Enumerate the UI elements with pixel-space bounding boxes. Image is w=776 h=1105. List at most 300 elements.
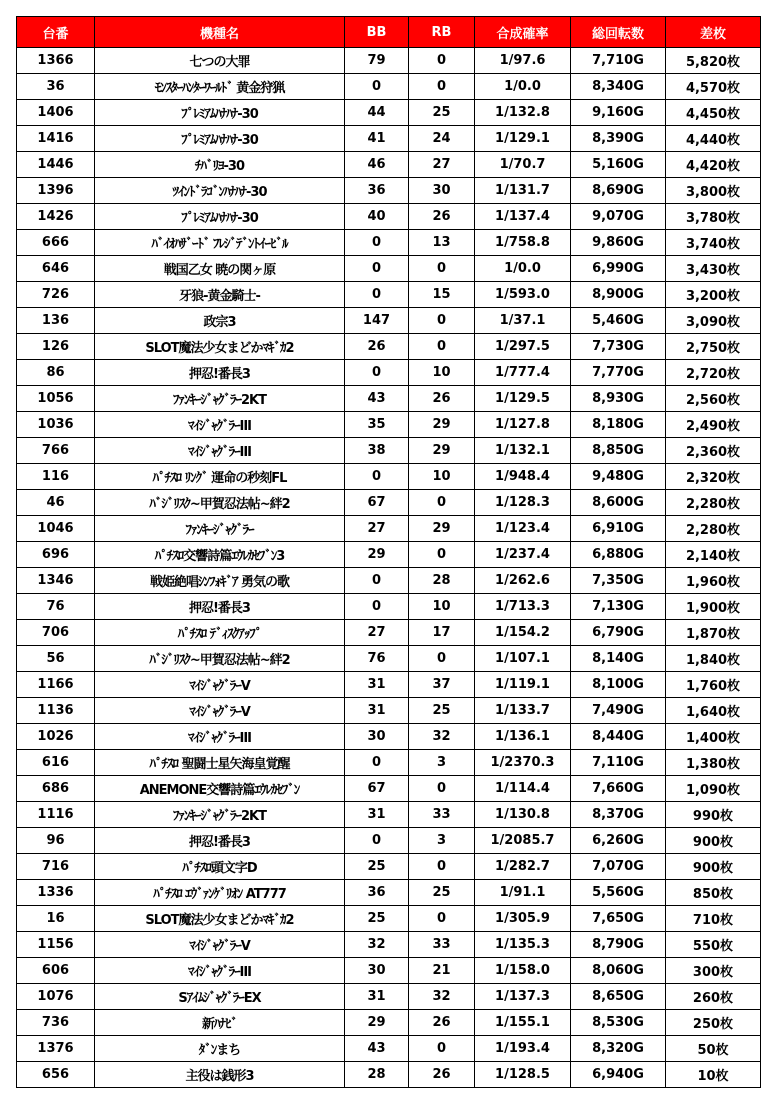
cell-machine-number: 706 [17,620,95,646]
cell-rb: 13 [409,230,475,256]
cell-combined-probability: 1/282.7 [475,854,571,880]
cell-total-spins: 9,160G [571,100,666,126]
cell-total-spins: 8,320G [571,1036,666,1062]
cell-machine-number: 1156 [17,932,95,958]
table-row [17,906,761,932]
cell-rb: 0 [409,490,475,516]
cell-machine-name: ﾌｧﾝｷｰｼﾞｬｸﾞﾗｰ2KT [95,386,345,412]
header-total-spins: 総回転数 [571,17,666,48]
cell-coin-difference: 1,090枚 [666,776,761,802]
cell-machine-number: 1366 [17,48,95,74]
cell-total-spins: 8,900G [571,282,666,308]
cell-total-spins: 6,940G [571,1062,666,1088]
cell-combined-probability: 1/127.8 [475,412,571,438]
cell-machine-name: SLOT魔法少女まどかﾏｷﾞｶ2 [95,334,345,360]
table-row [17,438,761,464]
cell-machine-name: SｱｲﾑｼﾞｬｸﾞﾗｰEX [95,984,345,1010]
table-body [17,48,761,1088]
cell-bb: 25 [345,854,409,880]
cell-rb: 3 [409,750,475,776]
cell-rb: 25 [409,100,475,126]
cell-machine-number: 1136 [17,698,95,724]
cell-bb: 44 [345,100,409,126]
cell-machine-number: 716 [17,854,95,880]
cell-bb: 28 [345,1062,409,1088]
cell-bb: 31 [345,984,409,1010]
cell-rb: 15 [409,282,475,308]
cell-machine-number: 1396 [17,178,95,204]
table-row [17,542,761,568]
cell-bb: 27 [345,620,409,646]
table-row [17,126,761,152]
cell-coin-difference: 250枚 [666,1010,761,1036]
cell-bb: 67 [345,776,409,802]
cell-total-spins: 9,480G [571,464,666,490]
cell-machine-number: 766 [17,438,95,464]
cell-rb: 28 [409,568,475,594]
cell-total-spins: 8,340G [571,74,666,100]
cell-total-spins: 7,660G [571,776,666,802]
table-row [17,204,761,230]
cell-rb: 25 [409,698,475,724]
cell-combined-probability: 1/131.7 [475,178,571,204]
table-row [17,932,761,958]
cell-rb: 29 [409,412,475,438]
cell-rb: 0 [409,906,475,932]
cell-machine-name: 政宗3 [95,308,345,334]
cell-combined-probability: 1/114.4 [475,776,571,802]
cell-machine-number: 1036 [17,412,95,438]
cell-total-spins: 8,180G [571,412,666,438]
cell-coin-difference: 4,420枚 [666,152,761,178]
cell-rb: 3 [409,828,475,854]
cell-total-spins: 8,140G [571,646,666,672]
table-row [17,1036,761,1062]
cell-rb: 33 [409,932,475,958]
cell-coin-difference: 3,200枚 [666,282,761,308]
table-row [17,568,761,594]
cell-total-spins: 8,930G [571,386,666,412]
cell-coin-difference: 1,840枚 [666,646,761,672]
cell-combined-probability: 1/137.3 [475,984,571,1010]
cell-coin-difference: 2,280枚 [666,516,761,542]
cell-rb: 33 [409,802,475,828]
table-row [17,334,761,360]
cell-total-spins: 7,350G [571,568,666,594]
cell-machine-name: 主役は銭形3 [95,1062,345,1088]
cell-combined-probability: 1/130.8 [475,802,571,828]
cell-combined-probability: 1/97.6 [475,48,571,74]
cell-machine-name: ﾏｲｼﾞｬｸﾞﾗｰV [95,932,345,958]
cell-bb: 41 [345,126,409,152]
cell-machine-name: ﾏｲｼﾞｬｸﾞﾗｰIII [95,412,345,438]
cell-bb: 35 [345,412,409,438]
cell-rb: 0 [409,1036,475,1062]
table-row [17,828,761,854]
cell-combined-probability: 1/2370.3 [475,750,571,776]
cell-bb: 0 [345,360,409,386]
cell-machine-name: 戦国乙女 暁の関ヶ原 [95,256,345,282]
cell-total-spins: 7,110G [571,750,666,776]
cell-rb: 27 [409,152,475,178]
cell-coin-difference: 5,820枚 [666,48,761,74]
cell-machine-name: ﾌｧﾝｷｰｼﾞｬｸﾞﾗｰ2KT [95,802,345,828]
cell-bb: 43 [345,1036,409,1062]
cell-combined-probability: 1/297.5 [475,334,571,360]
cell-machine-name: ﾏｲｼﾞｬｸﾞﾗｰV [95,672,345,698]
cell-total-spins: 6,790G [571,620,666,646]
cell-combined-probability: 1/70.7 [475,152,571,178]
table-row [17,100,761,126]
cell-total-spins: 8,600G [571,490,666,516]
cell-total-spins: 8,440G [571,724,666,750]
cell-machine-name: ﾏｲｼﾞｬｸﾞﾗｰIII [95,724,345,750]
cell-machine-name: 七つの大罪 [95,48,345,74]
cell-machine-name: ﾏｲｼﾞｬｸﾞﾗｰV [95,698,345,724]
cell-coin-difference: 3,780枚 [666,204,761,230]
header-coin-difference: 差枚 [666,17,761,48]
cell-total-spins: 8,370G [571,802,666,828]
cell-coin-difference: 260枚 [666,984,761,1010]
table-row [17,854,761,880]
cell-bb: 67 [345,490,409,516]
cell-machine-name: 戦姫絶唱ｼﾝﾌｫｷﾞｱ 勇気の歌 [95,568,345,594]
cell-machine-number: 1426 [17,204,95,230]
cell-bb: 0 [345,74,409,100]
cell-bb: 0 [345,464,409,490]
cell-coin-difference: 2,320枚 [666,464,761,490]
cell-rb: 0 [409,74,475,100]
cell-combined-probability: 1/129.1 [475,126,571,152]
cell-combined-probability: 1/155.1 [475,1010,571,1036]
cell-rb: 32 [409,984,475,1010]
table-row [17,802,761,828]
cell-coin-difference: 850枚 [666,880,761,906]
cell-combined-probability: 1/132.1 [475,438,571,464]
cell-bb: 0 [345,750,409,776]
cell-rb: 24 [409,126,475,152]
cell-machine-name: ﾊﾟﾁｽﾛ頭文字D [95,854,345,880]
cell-rb: 0 [409,256,475,282]
cell-coin-difference: 990枚 [666,802,761,828]
table-row [17,360,761,386]
cell-rb: 0 [409,854,475,880]
cell-combined-probability: 1/133.7 [475,698,571,724]
cell-coin-difference: 1,960枚 [666,568,761,594]
cell-coin-difference: 3,740枚 [666,230,761,256]
cell-machine-name: ﾁﾊﾞﾘﾖ-30 [95,152,345,178]
cell-combined-probability: 1/305.9 [475,906,571,932]
cell-bb: 0 [345,828,409,854]
cell-rb: 0 [409,542,475,568]
table-row [17,1010,761,1036]
cell-rb: 30 [409,178,475,204]
cell-machine-name: ﾌﾟﾚﾐｱﾑﾊﾅﾊﾅ-30 [95,204,345,230]
cell-machine-number: 46 [17,490,95,516]
cell-total-spins: 8,390G [571,126,666,152]
cell-rb: 32 [409,724,475,750]
cell-machine-number: 616 [17,750,95,776]
table-row [17,646,761,672]
table-row [17,880,761,906]
table-row [17,152,761,178]
cell-machine-number: 1336 [17,880,95,906]
cell-machine-name: ANEMONE交響詩篇ｴｳﾚｶｾﾌﾞﾝ [95,776,345,802]
cell-combined-probability: 1/129.5 [475,386,571,412]
cell-machine-name: 新ﾊﾅﾋﾞ [95,1010,345,1036]
cell-total-spins: 8,850G [571,438,666,464]
cell-total-spins: 5,460G [571,308,666,334]
header-rb: RB [409,17,475,48]
results-table [16,16,761,1088]
cell-coin-difference: 50枚 [666,1036,761,1062]
cell-rb: 0 [409,308,475,334]
cell-machine-number: 1116 [17,802,95,828]
cell-machine-name: SLOT魔法少女まどかﾏｷﾞｶ2 [95,906,345,932]
cell-coin-difference: 1,400枚 [666,724,761,750]
table-row [17,74,761,100]
cell-bb: 79 [345,48,409,74]
cell-machine-name: ﾊﾞｼﾞﾘｽｸ~甲賀忍法帖~絆2 [95,646,345,672]
cell-combined-probability: 1/135.3 [475,932,571,958]
table-header [17,17,761,48]
cell-total-spins: 7,650G [571,906,666,932]
cell-bb: 46 [345,152,409,178]
cell-bb: 31 [345,672,409,698]
cell-coin-difference: 1,870枚 [666,620,761,646]
cell-coin-difference: 2,360枚 [666,438,761,464]
table-row [17,178,761,204]
table-row [17,48,761,74]
cell-bb: 147 [345,308,409,334]
cell-rb: 37 [409,672,475,698]
table-row [17,490,761,516]
header-combined-probability: 合成確率 [475,17,571,48]
table-row [17,672,761,698]
cell-combined-probability: 1/593.0 [475,282,571,308]
cell-combined-probability: 1/132.8 [475,100,571,126]
cell-rb: 10 [409,594,475,620]
cell-machine-name: 牙狼-黄金騎士- [95,282,345,308]
cell-machine-number: 1376 [17,1036,95,1062]
cell-total-spins: 8,650G [571,984,666,1010]
table-row [17,282,761,308]
cell-bb: 30 [345,958,409,984]
cell-coin-difference: 900枚 [666,854,761,880]
cell-total-spins: 8,060G [571,958,666,984]
header-bb: BB [345,17,409,48]
cell-rb: 21 [409,958,475,984]
cell-coin-difference: 300枚 [666,958,761,984]
cell-total-spins: 8,790G [571,932,666,958]
table-row [17,594,761,620]
cell-machine-number: 696 [17,542,95,568]
cell-rb: 10 [409,360,475,386]
table-row [17,386,761,412]
cell-combined-probability: 1/154.2 [475,620,571,646]
cell-total-spins: 5,160G [571,152,666,178]
cell-machine-number: 1056 [17,386,95,412]
cell-coin-difference: 710枚 [666,906,761,932]
table-row [17,308,761,334]
cell-coin-difference: 2,720枚 [666,360,761,386]
table-row [17,724,761,750]
cell-machine-number: 76 [17,594,95,620]
cell-combined-probability: 1/2085.7 [475,828,571,854]
cell-bb: 38 [345,438,409,464]
cell-machine-number: 646 [17,256,95,282]
cell-coin-difference: 4,570枚 [666,74,761,100]
cell-machine-name: ﾊﾞｼﾞﾘｽｸ~甲賀忍法帖~絆2 [95,490,345,516]
cell-coin-difference: 550枚 [666,932,761,958]
cell-coin-difference: 2,280枚 [666,490,761,516]
cell-rb: 26 [409,1010,475,1036]
table-row [17,516,761,542]
cell-machine-number: 1416 [17,126,95,152]
table-row [17,256,761,282]
cell-total-spins: 7,710G [571,48,666,74]
cell-machine-number: 126 [17,334,95,360]
cell-machine-name: ﾀﾞﾝまち [95,1036,345,1062]
cell-rb: 29 [409,438,475,464]
cell-coin-difference: 1,760枚 [666,672,761,698]
cell-rb: 10 [409,464,475,490]
cell-bb: 0 [345,568,409,594]
cell-rb: 0 [409,776,475,802]
cell-combined-probability: 1/37.1 [475,308,571,334]
cell-machine-name: ﾌﾟﾚﾐｱﾑﾊﾅﾊﾅ-30 [95,100,345,126]
cell-coin-difference: 2,750枚 [666,334,761,360]
table-row [17,698,761,724]
cell-bb: 31 [345,802,409,828]
header-machine-name: 機種名 [95,17,345,48]
cell-rb: 26 [409,1062,475,1088]
cell-combined-probability: 1/262.6 [475,568,571,594]
cell-combined-probability: 1/128.3 [475,490,571,516]
table-row [17,620,761,646]
cell-bb: 0 [345,256,409,282]
cell-total-spins: 6,990G [571,256,666,282]
header-row [17,17,761,48]
cell-combined-probability: 1/713.3 [475,594,571,620]
cell-bb: 27 [345,516,409,542]
cell-bb: 0 [345,282,409,308]
cell-total-spins: 7,770G [571,360,666,386]
cell-bb: 29 [345,542,409,568]
cell-combined-probability: 1/123.4 [475,516,571,542]
cell-combined-probability: 1/137.4 [475,204,571,230]
cell-rb: 26 [409,386,475,412]
cell-coin-difference: 10枚 [666,1062,761,1088]
cell-total-spins: 9,860G [571,230,666,256]
cell-machine-name: 押忍!番長3 [95,360,345,386]
cell-bb: 29 [345,1010,409,1036]
cell-coin-difference: 3,800枚 [666,178,761,204]
cell-combined-probability: 1/107.1 [475,646,571,672]
cell-rb: 25 [409,880,475,906]
table-row [17,750,761,776]
cell-machine-number: 1076 [17,984,95,1010]
cell-rb: 17 [409,620,475,646]
cell-machine-number: 1446 [17,152,95,178]
cell-machine-number: 666 [17,230,95,256]
cell-bb: 36 [345,178,409,204]
cell-total-spins: 7,130G [571,594,666,620]
cell-coin-difference: 3,430枚 [666,256,761,282]
cell-machine-name: ﾌｧﾝｷｰｼﾞｬｸﾞﾗｰ [95,516,345,542]
cell-machine-number: 606 [17,958,95,984]
cell-machine-number: 36 [17,74,95,100]
cell-combined-probability: 1/948.4 [475,464,571,490]
cell-machine-name: ﾏｲｼﾞｬｸﾞﾗｰIII [95,958,345,984]
cell-coin-difference: 4,440枚 [666,126,761,152]
cell-bb: 0 [345,230,409,256]
table-row [17,776,761,802]
table-row [17,412,761,438]
table-row [17,1062,761,1088]
cell-coin-difference: 1,380枚 [666,750,761,776]
cell-total-spins: 6,260G [571,828,666,854]
cell-combined-probability: 1/758.8 [475,230,571,256]
cell-machine-number: 96 [17,828,95,854]
table-row [17,230,761,256]
cell-machine-name: ﾊﾟﾁｽﾛ ｴｳﾞｧﾝｹﾞﾘｵﾝ AT777 [95,880,345,906]
cell-rb: 0 [409,334,475,360]
cell-combined-probability: 1/777.4 [475,360,571,386]
cell-coin-difference: 2,560枚 [666,386,761,412]
cell-combined-probability: 1/128.5 [475,1062,571,1088]
cell-machine-number: 686 [17,776,95,802]
cell-machine-name: ﾓﾝｽﾀｰﾊﾝﾀｰﾜｰﾙﾄﾞ 黄金狩猟 [95,74,345,100]
cell-total-spins: 7,490G [571,698,666,724]
header-machine-number: 台番 [17,17,95,48]
cell-machine-number: 736 [17,1010,95,1036]
cell-machine-number: 56 [17,646,95,672]
cell-machine-name: 押忍!番長3 [95,594,345,620]
cell-total-spins: 6,880G [571,542,666,568]
cell-machine-name: ﾏｲｼﾞｬｸﾞﾗｰIII [95,438,345,464]
cell-bb: 32 [345,932,409,958]
cell-machine-number: 16 [17,906,95,932]
cell-coin-difference: 1,900枚 [666,594,761,620]
cell-bb: 36 [345,880,409,906]
cell-combined-probability: 1/91.1 [475,880,571,906]
cell-coin-difference: 1,640枚 [666,698,761,724]
cell-bb: 40 [345,204,409,230]
cell-machine-number: 656 [17,1062,95,1088]
cell-rb: 0 [409,48,475,74]
cell-total-spins: 8,690G [571,178,666,204]
cell-total-spins: 9,070G [571,204,666,230]
cell-machine-number: 726 [17,282,95,308]
cell-machine-name: 押忍!番長3 [95,828,345,854]
cell-machine-number: 1026 [17,724,95,750]
cell-coin-difference: 2,490枚 [666,412,761,438]
cell-bb: 31 [345,698,409,724]
cell-machine-number: 136 [17,308,95,334]
cell-bb: 30 [345,724,409,750]
table-row [17,958,761,984]
cell-machine-name: ﾊﾟﾁｽﾛ ﾃﾞｨｽｸｱｯﾌﾟ [95,620,345,646]
cell-machine-number: 1406 [17,100,95,126]
cell-machine-number: 1166 [17,672,95,698]
cell-bb: 76 [345,646,409,672]
cell-coin-difference: 2,140枚 [666,542,761,568]
cell-rb: 29 [409,516,475,542]
cell-coin-difference: 4,450枚 [666,100,761,126]
cell-combined-probability: 1/0.0 [475,256,571,282]
cell-combined-probability: 1/119.1 [475,672,571,698]
